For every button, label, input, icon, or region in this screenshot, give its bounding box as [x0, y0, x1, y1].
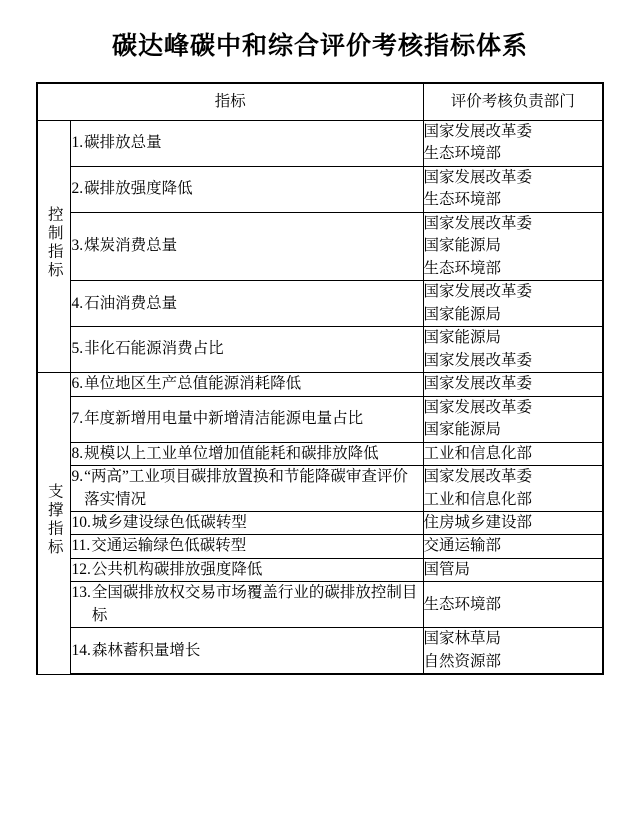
indicator-cell [71, 511, 423, 534]
indicator-cell [71, 535, 423, 558]
department-name: 国家能源局 [423, 329, 502, 347]
indicator-number: 5. [71, 340, 84, 358]
indicator-text: 公共机构碳排放强度降低 [91, 560, 263, 578]
table-row [37, 121, 603, 167]
department-name: 国家发展改革委 [423, 468, 533, 486]
department-name: 国家发展改革委 [423, 283, 533, 301]
department-name: 国家发展改革委 [423, 375, 533, 393]
department-cell [423, 442, 603, 465]
indicator-text: 森林蓄积量增长 [91, 641, 201, 659]
indicator-text: 非化石能源消费占比 [84, 340, 224, 358]
indicator-cell [71, 281, 423, 327]
page-title: 碳达峰碳中和综合评价考核指标体系 [111, 33, 528, 60]
table-row [37, 281, 603, 327]
indicator-cell [71, 166, 423, 212]
indicator-system-table [36, 82, 604, 675]
department-name: 生态环境部 [423, 191, 502, 209]
indicator-number: 8. [71, 444, 84, 462]
table-row [37, 396, 603, 442]
table-row [37, 558, 603, 581]
indicator-text: 交通运输绿色低碳转型 [91, 537, 247, 555]
header-department: 评价考核负责部门 [423, 83, 603, 121]
indicator-cell [71, 558, 423, 581]
indicator-cell [71, 466, 423, 512]
table-row [37, 511, 603, 534]
table-row [37, 466, 603, 512]
department-name: 工业和信息化部 [423, 490, 533, 508]
department-name: 生态环境部 [423, 595, 502, 613]
department-cell [423, 466, 603, 512]
indicator-number: 14. [71, 641, 91, 659]
indicator-number: 2. [71, 180, 84, 198]
department-cell [423, 212, 603, 280]
department-name: 国家发展改革委 [423, 168, 533, 186]
department-cell [423, 373, 603, 396]
indicator-cell [71, 121, 423, 167]
indicator-number: 9. [71, 468, 84, 486]
indicator-number: 10. [71, 513, 91, 531]
department-name: 住房城乡建设部 [423, 513, 533, 531]
department-name: 国管局 [423, 560, 471, 578]
indicator-number: 1. [71, 134, 84, 152]
indicator-text: 年度新增用电量中新增清洁能源电量占比 [84, 409, 364, 427]
indicator-text: 单位地区生产总值能源消耗降低 [84, 375, 302, 393]
indicator-cell [71, 373, 423, 396]
table-row [37, 628, 603, 674]
department-name: 国家发展改革委 [423, 398, 533, 416]
department-cell [423, 535, 603, 558]
indicator-number: 7. [71, 409, 84, 427]
department-name: 国家林草局 [423, 630, 502, 648]
department-cell [423, 511, 603, 534]
table-row [37, 166, 603, 212]
table-row [37, 535, 603, 558]
table-row [37, 373, 603, 396]
table-row [37, 582, 603, 628]
department-name: 国家发展改革委 [423, 214, 533, 232]
indicator-number: 3. [71, 237, 84, 255]
header-indicator: 指标 [37, 83, 423, 121]
table-header-row [37, 83, 603, 121]
department-name: 国家能源局 [423, 305, 502, 323]
department-name: 国家能源局 [423, 421, 502, 439]
indicator-number: 4. [71, 294, 84, 312]
department-cell [423, 582, 603, 628]
indicator-cell [71, 327, 423, 373]
indicator-number: 12. [71, 560, 91, 578]
indicator-cell [71, 442, 423, 465]
indicator-text: 碳排放总量 [84, 134, 162, 152]
department-cell [423, 558, 603, 581]
indicator-number: 6. [71, 375, 84, 393]
department-cell [423, 628, 603, 674]
department-name: 国家能源局 [423, 237, 502, 255]
table-row [37, 212, 603, 280]
department-name: 生态环境部 [423, 259, 502, 277]
indicator-text: 碳排放强度降低 [84, 180, 193, 198]
department-cell [423, 281, 603, 327]
indicator-text: 全国碳排放权交易市场覆盖行业的碳排放控制目标 [91, 584, 418, 624]
group-label-control: 控制指标 [37, 121, 71, 373]
department-name: 国家发展改革委 [423, 123, 533, 140]
table-row [37, 442, 603, 465]
department-cell [423, 166, 603, 212]
indicator-cell [71, 396, 423, 442]
indicator-text: 城乡建设绿色低碳转型 [91, 513, 247, 531]
department-name: 工业和信息化部 [423, 444, 533, 462]
table-row [37, 327, 603, 373]
department-name: 交通运输部 [423, 537, 502, 555]
indicator-cell [71, 628, 423, 674]
indicator-text: 煤炭消费总量 [84, 237, 178, 255]
group-label-support: 支撑指标 [37, 373, 71, 675]
indicator-text: 石油消费总量 [84, 294, 178, 312]
indicator-number: 13. [71, 584, 91, 602]
indicator-text: 规模以上工业单位增加值能耗和碳排放降低 [84, 444, 379, 462]
department-cell [423, 327, 603, 373]
indicator-number: 11. [71, 537, 91, 555]
indicator-cell [71, 582, 423, 628]
department-name: 生态环境部 [423, 145, 502, 163]
department-name: 自然资源部 [423, 652, 502, 670]
indicator-text: “两高”工业项目碳排放置换和节能降碳审查评价落实情况 [84, 468, 408, 508]
department-cell [423, 396, 603, 442]
department-cell [423, 121, 603, 167]
indicator-cell [71, 212, 423, 280]
department-name: 国家发展改革委 [423, 351, 533, 369]
